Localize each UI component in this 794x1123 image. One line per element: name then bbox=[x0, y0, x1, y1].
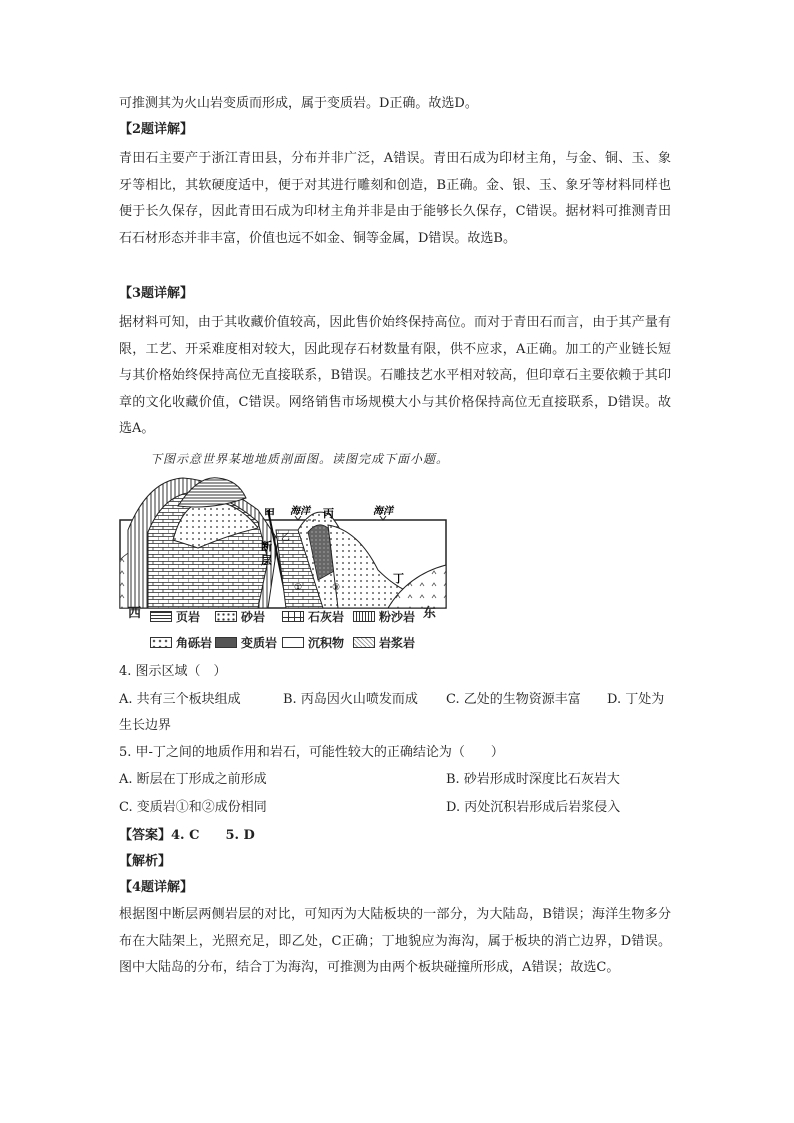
q4-option-d-cont: 生长边界 bbox=[119, 718, 172, 733]
q5-option-b: B. 砂岩形成时深度比石灰岩大 bbox=[446, 772, 620, 787]
q4-detail-explanation: 根据图中断层两侧岩层的对比，可知丙为大陆板块的一部分，为大陆岛，B错误；海洋生物多分布在大陆架上，光照充足，即乙处，C正确；丁地貌应为海沟，属于板块的消亡边界，D错误。图中大陆岛的分布，结合丁为海沟，可推测为由两个板块碰撞所形成，A错误；故选C。 bbox=[119, 907, 671, 975]
legend-limestone: 石灰岩 bbox=[282, 608, 344, 625]
q2-heading: 【2题详解】 bbox=[119, 122, 194, 137]
label-fault-1: 断 bbox=[261, 540, 272, 553]
q5-option-d: D. 丙处沉积岩形成后岩浆侵入 bbox=[446, 800, 621, 815]
geologic-cross-section bbox=[118, 470, 448, 610]
q4-detail-heading: 【4题详解】 bbox=[119, 880, 194, 895]
label-jia: 甲 bbox=[264, 507, 275, 520]
label-ocean-2: 海洋 bbox=[373, 506, 393, 517]
analysis-heading: 【解析】 bbox=[119, 854, 172, 869]
q4-option-a: A. 共有三个板块组成 bbox=[119, 692, 241, 707]
q3-explanation: 据材料可知，由于其收藏价值较高，因此售价始终保持高位。而对于青田石而言，由于其产量有限，工艺、开采难度相对较大，因此现存石材数量有限，供不应求，A正确。加工的产业链长短与其价格始终保持高位无直接联系，B错误。石雕技艺水平相对较高，但印章石主要依赖于其印章的文化收藏价值，C错误。网络销售市场规模大小与其价格保持高位无直接联系，D错误。故选A。 bbox=[119, 315, 671, 436]
label-ocean-1: 海洋 bbox=[290, 506, 310, 517]
legend-breccia: 角砾岩 bbox=[150, 634, 212, 651]
legend-sandstone: 砂岩 bbox=[215, 608, 265, 625]
legend-shale: 页岩 bbox=[150, 608, 200, 625]
label-west: 西 bbox=[128, 606, 142, 621]
legend-magmatic: 岩浆岩 bbox=[353, 634, 415, 651]
label-bing: 丙 bbox=[323, 507, 334, 520]
figure-caption: 下图示意世界某地地质剖面图。读图完成下面小题。 bbox=[150, 452, 450, 466]
q5-stem: 5. 甲-丁之间的地质作用和岩石，可能性较大的正确结论为（ ） bbox=[119, 745, 504, 760]
label-m2: ② bbox=[332, 583, 341, 593]
q4-option-b: B. 丙岛因火山喷发而成 bbox=[283, 692, 418, 707]
legend-sediment: 沉积物 bbox=[282, 634, 344, 651]
q5-option-c: C. 变质岩①和②成份相同 bbox=[119, 800, 267, 815]
legend-siltstone: 粉沙岩 bbox=[353, 608, 415, 625]
q2-explanation: 青田石主要产于浙江青田县，分布并非广泛，A错误。青田石成为印材主角，与金、铜、玉、象牙等相比，其软硬度适中，便于对其进行雕刻和创造，B正确。金、银、玉、象牙等材料同样也便于长久保存，因此青田石成为印材主角并非是由于能够长久保存，C错误。据材料可推测青田石石材形态并非丰富，价值也远不如金、铜等金属，D错误。故选B。 bbox=[119, 151, 671, 246]
legend-metamorphic: 变质岩 bbox=[215, 634, 277, 651]
label-m1: ① bbox=[294, 583, 303, 593]
answer-line: 【答案】4. C 5. D bbox=[119, 828, 255, 843]
label-fault-2: 层 bbox=[261, 554, 272, 567]
q4-option-c: C. 乙处的生物资源丰富 bbox=[446, 692, 581, 707]
label-yi: 乙 bbox=[281, 533, 291, 543]
label-ding: 丁 bbox=[393, 572, 404, 585]
q4-option-d: D. 丁处为 bbox=[607, 692, 665, 707]
label-east: 东 bbox=[423, 606, 437, 621]
intro-line: 可推测其为火山岩变质而形成，属于变质岩。D正确。故选D。 bbox=[119, 96, 478, 111]
q4-stem: 4. 图示区域（ ） bbox=[119, 664, 227, 679]
q5-option-a: A. 断层在丁形成之前形成 bbox=[119, 772, 267, 787]
q3-heading: 【3题详解】 bbox=[119, 286, 194, 301]
